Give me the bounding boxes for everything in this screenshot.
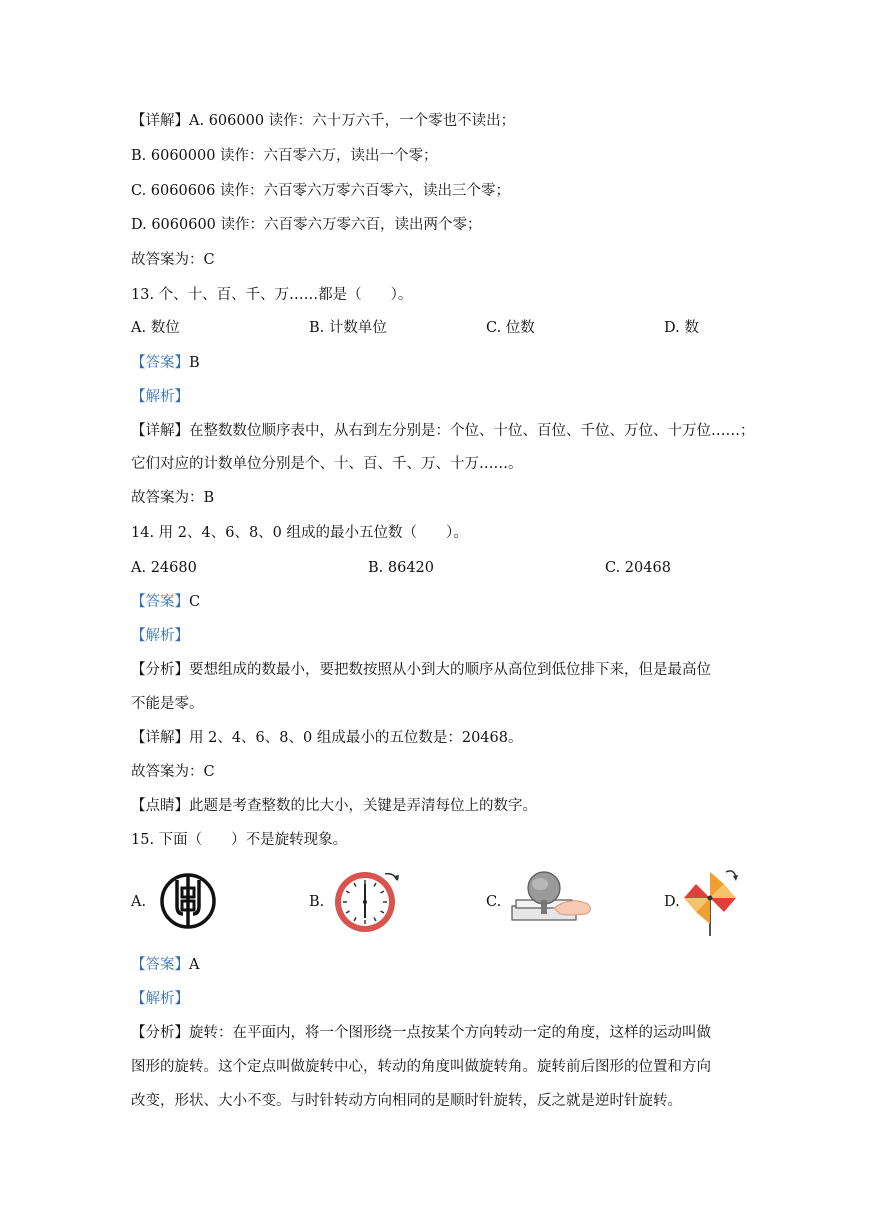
q15-analysis-tag: 【解析】 [131,991,189,1007]
q15-option-a [131,864,221,934]
q14-analysis-2: 不能是零。 [131,696,204,712]
answer-tag: 【答案】 [131,355,189,371]
q13-conclusion: 故答案为：B [131,490,215,506]
q15-analysis-3: 改变，形状、大小不变。与时针转动方向相同的是顺时针旋转，反之就是逆时针旋转。 [131,1093,682,1109]
answer-value: A [189,957,200,973]
q15-option-d [664,864,754,936]
q13-option-b: B. 计数单位 [309,320,387,336]
q15-option-b [309,864,409,934]
q14-comment: 【点睛】此题是考查整数的比大小，关键是弄清每位上的数字。 [131,798,537,814]
q12-detail-b: B. 6060000 读作：六百零六万，读出一个零； [131,148,438,164]
q12-conclusion: 故答案为：C [131,252,215,268]
q14-option-b: B. 86420 [368,560,435,576]
q15-option-c [486,864,606,934]
answer-tag: 【答案】 [131,957,189,973]
q13-detail-1: 【详解】在整数数位顺序表中，从右到左分别是：个位、十位、百位、千位、万位、十万位……； [131,423,755,439]
answer-value: B [189,355,200,371]
q15-option-c-label: C. [486,894,502,910]
q14-stem: 14. 用 2、4、6、8、0 组成的最小五位数（ ）。 [131,525,468,541]
q14-answer [131,592,200,612]
q12-detail-a: 【详解】A. 606000 读作：六十万六千，一个零也不读出； [131,113,516,129]
q13-detail-2: 它们对应的计数单位分别是个、十、百、千、万、十万……。 [131,456,523,472]
pinwheel-icon [686,864,746,936]
q14-detail: 【详解】用 2、4、6、8、0 组成最小的五位数是：20468。 [131,730,523,746]
q14-option-a: A. 24680 [131,560,197,576]
q14-conclusion: 故答案为：C [131,764,215,780]
q13-answer [131,353,200,373]
answer-value: C [189,594,201,610]
q14-option-c: C. 20468 [605,560,671,576]
stone-mill-icon [510,866,610,936]
q13-option-c: C. 位数 [486,320,535,336]
q15-stem: 15. 下面（ ）不是旋转现象。 [131,832,348,848]
q15-analysis-2: 图形的旋转。这个定点叫做旋转中心，转动的角度叫做旋转角。旋转前后图形的位置和方向 [131,1059,711,1075]
q15-answer [131,955,199,975]
q14-analysis-1: 【分析】要想组成的数最小，要把数按照从小到大的顺序从高位到低位排下来，但是最高位 [131,662,711,678]
q15-option-d-label: D. [664,894,680,910]
q12-detail-d: D. 6060600 读作：六百零六万零六百，读出两个零； [131,217,482,233]
q13-option-d: D. 数 [664,320,699,336]
q15-option-b-label: B. [309,894,325,910]
q13-analysis-tag: 【解析】 [131,389,189,405]
q13-stem: 13. 个、十、百、千、万……都是（ ）。 [131,287,413,303]
q14-analysis-tag: 【解析】 [131,628,189,644]
clock-icon [331,864,411,936]
q13-option-a: A. 数位 [131,320,180,336]
bank-logo-icon [153,866,223,936]
q12-detail-c: C. 6060606 读作：六百零六万零六百零六，读出三个零； [131,183,510,199]
q15-analysis-1: 【分析】旋转：在平面内，将一个图形绕一点按某个方向转动一定的角度，这样的运动叫做 [131,1025,711,1041]
answer-tag: 【答案】 [131,594,189,610]
q15-option-a-label: A. [131,894,147,910]
